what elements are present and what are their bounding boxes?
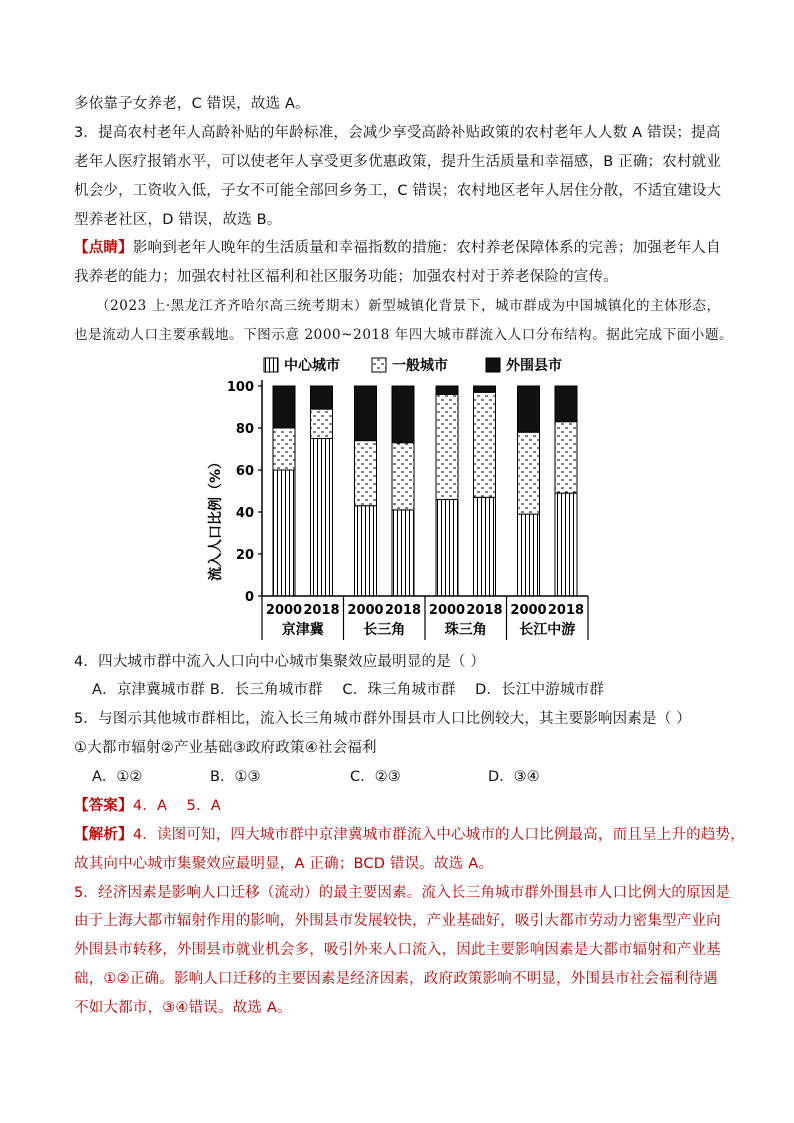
y-axis <box>227 380 262 605</box>
bar-segment <box>473 392 495 497</box>
bar-segment <box>436 394 458 499</box>
text-line <box>74 238 734 258</box>
text-line: 老年人医疗报销水平，可以使老年人享受更多优惠政策，提升生活质量和幸福感，B 正确；农村就业 <box>74 154 722 170</box>
x-group-label: 京津冀 <box>281 622 324 638</box>
x-tick-label: 2000 <box>428 603 466 618</box>
x-group-label: 长江中游 <box>519 622 576 638</box>
bar-segment <box>392 386 414 443</box>
chart-legend <box>264 357 562 374</box>
bar-segment <box>355 506 377 596</box>
bar-segment <box>273 386 295 428</box>
bar-segment <box>555 422 577 493</box>
bar-group <box>273 386 577 596</box>
bar-segment <box>392 510 414 596</box>
bar-segment <box>436 499 458 596</box>
stacked-bar-chart <box>200 350 600 642</box>
bar-segment <box>355 441 377 506</box>
legend-swatch <box>264 358 278 372</box>
legend-label: 外围县市 <box>506 358 562 374</box>
x-group-label: 长三角 <box>363 622 406 638</box>
bar-segment <box>355 386 377 441</box>
analysis-tag: 【解析】 <box>74 827 133 843</box>
bar-segment <box>310 439 332 597</box>
y-axis-label: 流入人口比例（%） <box>208 454 224 582</box>
bar-segment <box>555 386 577 422</box>
x-tick-label: 2018 <box>384 603 422 618</box>
option-c: C．②③ <box>350 769 401 785</box>
dianjing-text: 影响到老年人晚年的生活质量和幸福指数的措施：农村养老保障体系的完善；加强老年人自 <box>132 240 721 256</box>
answer-text: 4．A 5．A <box>132 798 221 814</box>
bar-segment <box>518 432 540 514</box>
y-tick-label: 40 <box>235 506 254 521</box>
text-line: 多依靠子女养老，C 错误，故选 A。 <box>74 96 310 112</box>
bar-segment <box>273 428 295 470</box>
analysis-line: 外围县市转移，外围县市就业机会多，吸引外来人口流入，因此主要影响因素是大都市辐射和产业基 <box>74 942 721 958</box>
analysis-line: 故其向中心城市集聚效应最明显，A 正确；BCD 错误。故选 A。 <box>74 856 494 872</box>
analysis-line: 5．经济因素是影响人口迁移（流动）的最主要因素。流入长三角城市群外围县市人口比例大的原因是 <box>74 885 731 901</box>
bar-segment <box>436 386 458 394</box>
y-tick-label: 0 <box>244 590 254 605</box>
legend-label: 中心城市 <box>284 358 340 374</box>
y-tick-label: 20 <box>235 548 254 563</box>
analysis-line: 础，①②正确。影响人口迁移的主要因素是经济因素，政府政策影响不明显，外围县市社会福利待遇 <box>74 971 718 987</box>
x-tick-label: 2018 <box>466 603 503 618</box>
bar-segment <box>273 470 295 596</box>
question-4-options: A．京津冀城市群 B．长三角城市群 C．珠三角城市群 D．长江中游城市群 <box>92 682 605 698</box>
bar-segment <box>518 514 540 596</box>
x-tick-label: 2000 <box>265 603 303 618</box>
answer-line <box>74 796 734 816</box>
x-tick-label: 2018 <box>303 603 340 618</box>
text-line: 机会少，工资收入低，子女不可能全部回乡务工，C 错误；农村地区老年人居住分散，不适宜建设大 <box>74 183 722 199</box>
question-4: 4．四大城市群中流入人口向中心城市集聚效应最明显的是（ ） <box>74 654 486 670</box>
option-d: D．③④ <box>488 769 540 785</box>
y-tick-label: 80 <box>235 422 254 437</box>
bar-segment <box>310 409 332 438</box>
y-tick-label: 100 <box>226 380 254 395</box>
analysis-line: 由于上海大都市辐射作用的影响，外围县市发展较快，产业基础好，吸引大都市劳动力密集型产业向 <box>74 913 721 929</box>
option-b: B．①③ <box>210 769 261 785</box>
bar-segment <box>473 497 495 596</box>
bar-segment <box>310 386 332 409</box>
question-5: 5．与图示其他城市群相比，流入长三角城市群外围县市人口比例较大，其主要影响因素是（ ） <box>74 711 691 727</box>
analysis-text: 4．读图可知，四大城市群中京津冀城市群流入中心城市的人口比例最高，而且呈上升的趋势， <box>132 827 745 843</box>
y-tick-label: 60 <box>235 464 254 479</box>
legend-swatch <box>486 358 500 372</box>
question-5-items: ①大都市辐射②产业基础③政府政策④社会福利 <box>74 740 377 756</box>
legend-swatch <box>372 358 386 372</box>
x-tick-label: 2000 <box>347 603 384 618</box>
text-line: 3．提高农村老年人高龄补贴的年龄标准，会减少享受高龄补贴政策的农村老年人人数 A 错误；提高 <box>74 125 721 141</box>
bar-segment <box>555 493 577 596</box>
answer-tag: 【答案】 <box>74 798 133 814</box>
x-tick-label: 2018 <box>547 603 585 618</box>
x-group-label: 珠三角 <box>444 622 487 638</box>
bar-segment <box>473 386 495 392</box>
text-line: 型养老社区，D 错误，故选 B。 <box>74 212 282 228</box>
question-intro: （2023 上·黑龙江齐齐哈尔高三统考期末）新型城镇化背景下，城市群成为中国城镇化的主体形态， <box>96 298 721 314</box>
bar-segment <box>518 386 540 432</box>
analysis-line: 不如大都市，③④错误。故选 A。 <box>74 1000 292 1016</box>
text-line: 我养老的能力；加强农村社区福利和社区服务功能；加强农村对于养老保险的宣传。 <box>74 269 618 285</box>
question-intro: 也是流动人口主要承载地。下图示意 2000~2018 年四大城市群流入人口分布结构。据此完成下面小题。 <box>74 327 734 343</box>
dianjing-tag: 【点睛】 <box>74 240 133 256</box>
x-tick-label: 2000 <box>510 603 547 618</box>
x-axis <box>262 596 588 640</box>
option-a: A．①② <box>92 769 143 785</box>
bar-segment <box>392 443 414 510</box>
legend-label: 一般城市 <box>392 358 448 374</box>
analysis-line <box>74 825 745 845</box>
